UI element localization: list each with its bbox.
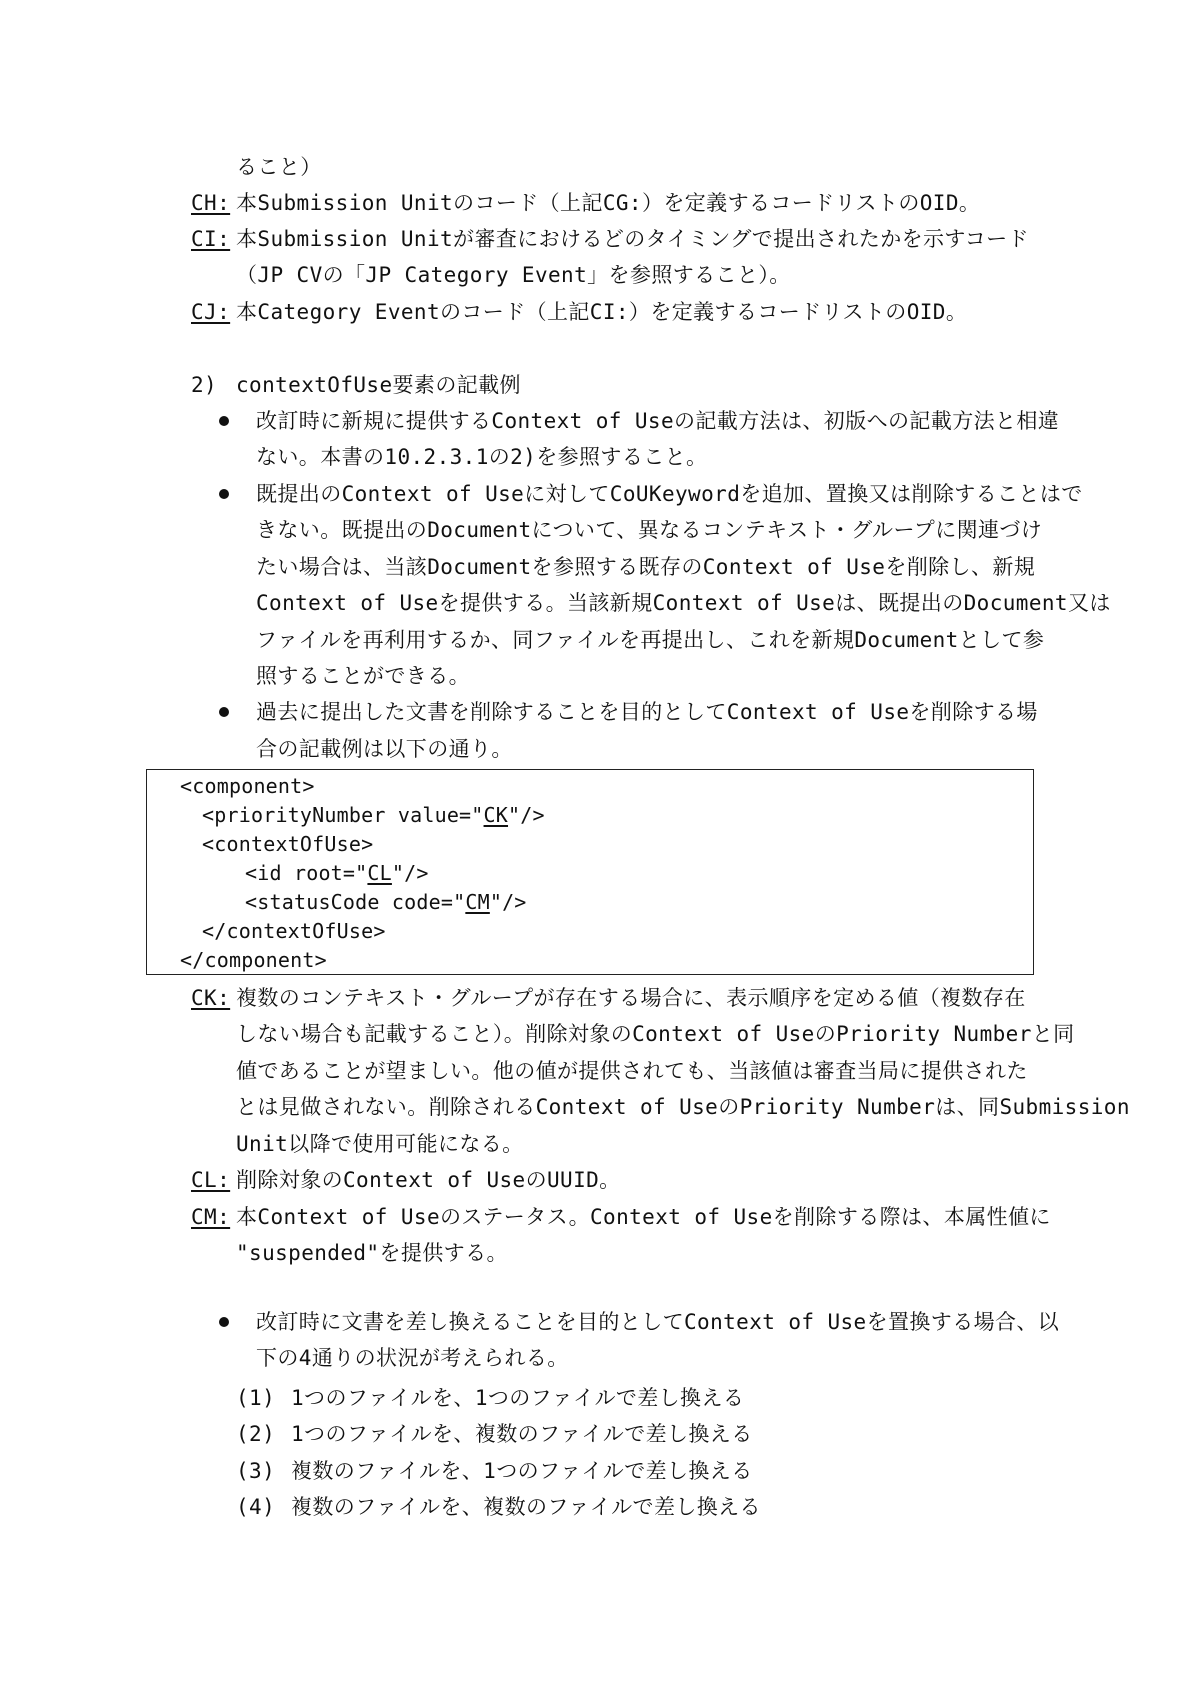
bullet-3-line-1: 過去に提出した文書を削除することを目的としてContext of Useを削除する場 bbox=[256, 700, 1038, 724]
bullet-2-line-4: Context of Useを提供する。当該新規Context of Useは、既提出のDocument又は bbox=[256, 591, 1111, 615]
bullet-4-line-1: 改訂時に文書を差し換えることを目的としてContext of Useを置換する場合、以 bbox=[256, 1310, 1060, 1334]
bullet-icon bbox=[219, 489, 229, 499]
label-cm: CM: bbox=[191, 1205, 231, 1229]
note-ck-line-2: しない場合も記載すること）。削除対象のContext of UseのPriority Numberと同 bbox=[236, 1022, 1075, 1046]
label-ch: CH: bbox=[191, 191, 231, 215]
code-line: <contextOfUse> bbox=[202, 832, 374, 856]
code-text: <priorityNumber value=" bbox=[202, 803, 484, 827]
bullet-2-line-2: きない。既提出のDocumentについて、異なるコンテキスト・グループに関連づけ bbox=[256, 518, 1043, 542]
bullet-3-line-2: 合の記載例は以下の通り。 bbox=[256, 737, 513, 761]
code-placeholder-cl: CL bbox=[367, 861, 392, 885]
continuation-text: ること） bbox=[236, 155, 322, 179]
code-text: "/> bbox=[391, 861, 429, 885]
code-text: <statusCode code=" bbox=[245, 890, 466, 914]
item-number: (4) bbox=[236, 1495, 276, 1519]
list-item: 1つのファイルを、複数のファイルで差し換える bbox=[291, 1422, 753, 1446]
item-number: (1) bbox=[236, 1386, 276, 1410]
bullet-icon bbox=[219, 416, 229, 426]
code-placeholder-cm: CM bbox=[465, 890, 490, 914]
note-cm-line-1: 本Context of Useのステータス。Context of Useを削除する際は、本属性値に bbox=[236, 1205, 1051, 1229]
note-ck-line-3: 値であることが望ましい。他の値が提供されても、当該値は審査当局に提供された bbox=[236, 1059, 1028, 1083]
section-heading: contextOfUse要素の記載例 bbox=[236, 373, 521, 397]
item-number: (3) bbox=[236, 1459, 276, 1483]
definition-ci-cont: （JP CVの「JP Category Event」を参照すること）。 bbox=[236, 263, 791, 287]
bullet-2-line-5: ファイルを再利用するか、同ファイルを再提出し、これを新規Documentとして参 bbox=[256, 628, 1045, 652]
list-item: 複数のファイルを、1つのファイルで差し換える bbox=[291, 1459, 753, 1483]
label-ck: CK: bbox=[191, 986, 231, 1010]
definition-cj: 本Category Eventのコード（上記CI:）を定義するコードリストのOID。 bbox=[236, 300, 968, 324]
bullet-icon bbox=[219, 707, 229, 717]
bullet-icon bbox=[219, 1317, 229, 1327]
note-ck-line-4: とは見做されない。削除されるContext of UseのPriority Numberは、同Submission bbox=[236, 1095, 1130, 1119]
bullet-2-line-3: たい場合は、当該Documentを参照する既存のContext of Useを削除し、新規 bbox=[256, 555, 1036, 579]
note-cm-line-2: "suspended"を提供する。 bbox=[236, 1241, 508, 1265]
note-ck-line-1: 複数のコンテキスト・グループが存在する場合に、表示順序を定める値（複数存在 bbox=[236, 986, 1026, 1010]
item-number: (2) bbox=[236, 1422, 276, 1446]
bullet-1-line-2: ない。本書の10.2.3.1の2)を参照すること。 bbox=[256, 445, 708, 469]
label-ci: CI: bbox=[191, 227, 231, 251]
code-text: "/> bbox=[489, 890, 527, 914]
section-number: 2) bbox=[191, 373, 218, 397]
bullet-2-line-6: 照することができる。 bbox=[256, 664, 470, 688]
list-item: 複数のファイルを、複数のファイルで差し換える bbox=[291, 1495, 761, 1519]
code-text: <id root=" bbox=[245, 861, 368, 885]
code-line bbox=[245, 859, 429, 887]
code-line: </contextOfUse> bbox=[202, 919, 386, 943]
bullet-1-line-1: 改訂時に新規に提供するContext of Useの記載方法は、初版への記載方法と相違 bbox=[256, 409, 1060, 433]
list-item: 1つのファイルを、1つのファイルで差し換える bbox=[291, 1386, 745, 1410]
code-line: </component> bbox=[180, 948, 327, 972]
note-ck-line-5: Unit以降で使用可能になる。 bbox=[236, 1132, 524, 1156]
code-placeholder-ck: CK bbox=[483, 803, 509, 827]
code-line: <component> bbox=[180, 774, 315, 798]
label-cj: CJ: bbox=[191, 300, 231, 324]
bullet-2-line-1: 既提出のContext of Useに対してCoUKeywordを追加、置換又は削除することはで bbox=[256, 482, 1083, 506]
definition-ch: 本Submission Unitのコード（上記CG:）を定義するコードリストのOID。 bbox=[236, 191, 981, 215]
code-line bbox=[202, 801, 545, 829]
note-cl: 削除対象のContext of UseのUUID。 bbox=[236, 1168, 621, 1192]
code-text: "/> bbox=[508, 803, 545, 827]
code-line bbox=[245, 888, 527, 916]
bullet-4-line-2: 下の4通りの状況が考えられる。 bbox=[256, 1346, 569, 1370]
label-cl: CL: bbox=[191, 1168, 231, 1192]
definition-ci: 本Submission Unitが審査におけるどのタイミングで提出されたかを示すコード bbox=[236, 227, 1029, 251]
